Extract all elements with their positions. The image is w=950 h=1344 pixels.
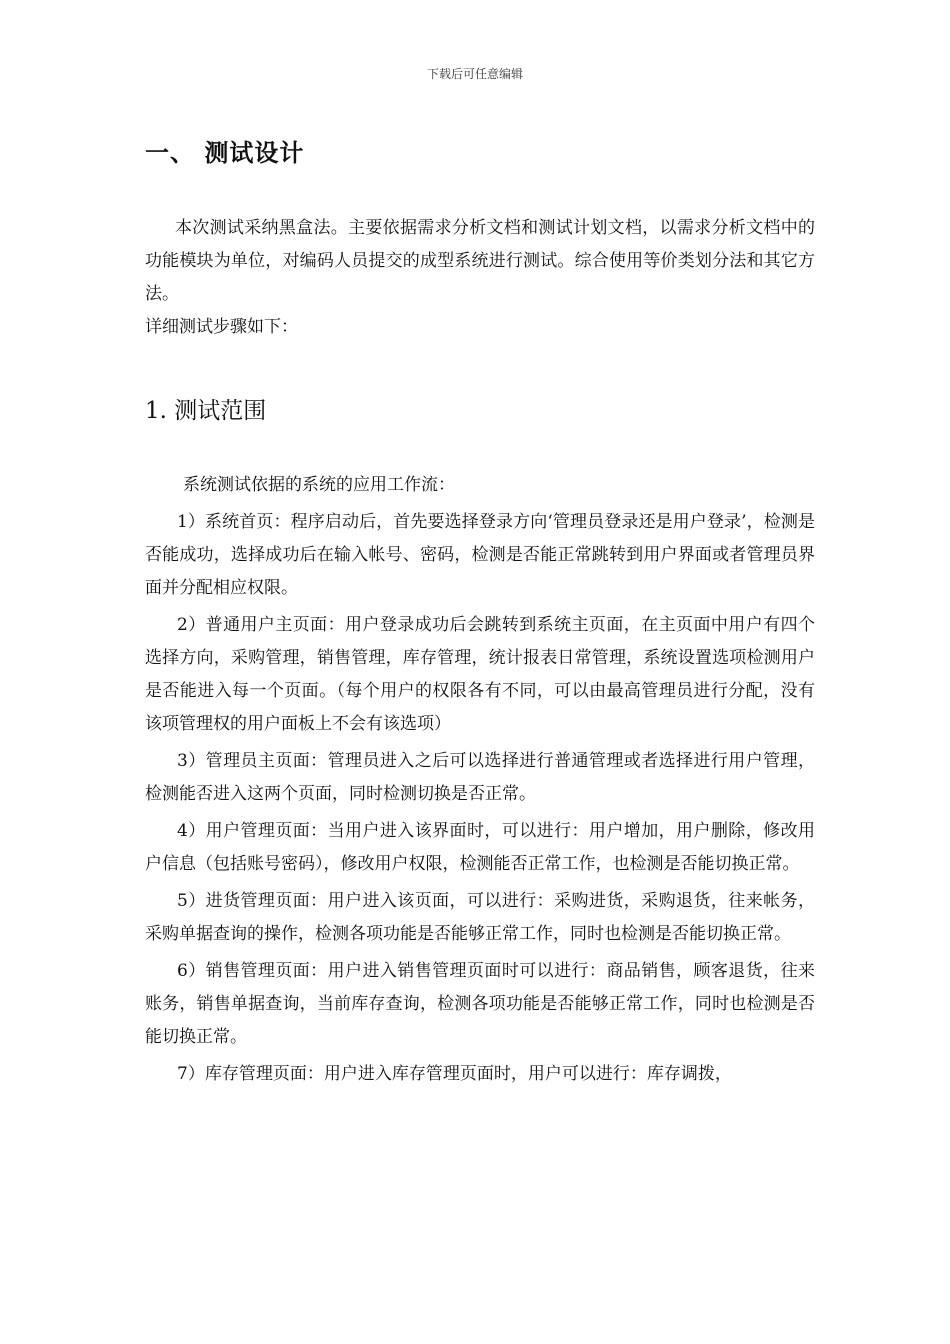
section-heading-test-scope: 1. 测试范围 <box>145 398 267 424</box>
steps-label: 详细测试步骤如下： <box>145 317 298 337</box>
section-heading-test-design: 一、 测试设计 <box>145 139 305 167</box>
scope-item-2: 2）普通用户主页面：用户登录成功后会跳转到系统主页面，在主页面中用户有四个选择方向，采购管理，销售管理，库存管理，统计报表日常管理，系统设置选项检测用户是否能进入每一个页面。（每个用户的权限各有不同，可以由最高管理员进行分配，没有该项管理权的用户面板上不会有该选项） <box>145 615 815 734</box>
scope-item-7: 7）库存管理页面：用户进入库存管理页面时，用户可以进行：库存调拨， <box>177 1064 732 1084</box>
scope-item-1: 1）系统首页：程序启动后，首先要选择登录方向‘管理员登录还是用户登录’，检测是否能成功，选择成功后在输入帐号、密码，检测是否能正常跳转到用户界面或者管理员界面并分配相应权限。 <box>145 512 815 598</box>
header-note: 下载后可任意编辑 <box>426 67 523 81</box>
intro-block <box>145 212 815 344</box>
scope-lead: 系统测试依据的系统的应用工作流： <box>183 475 455 495</box>
scope-item-6: 6）销售管理页面：用户进入销售管理页面时可以进行：商品销售，顾客退货，往来账务，销售单据查询，当前库存查询，检测各项功能是否能够正常工作，同时也检测是否能切换正常。 <box>145 961 815 1047</box>
scope-item-5: 5）进货管理页面：用户进入该页面，可以进行：采购进货，采购退货，往来帐务，采购单据查询的操作，检测各项功能是否能够正常工作，同时也检测是否能切换正常。 <box>145 891 815 944</box>
intro-paragraph: 本次测试采纳黑盒法。主要依据需求分析文档和测试计划文档，以需求分析文档中的功能模块为单位，对编码人员提交的成型系统进行测试。综合使用等价类划分法和其它方法。 <box>145 218 815 304</box>
scope-item-3: 3）管理员主页面：管理员进入之后可以选择进行普通管理或者选择进行用户管理，检测能否进入这两个页面，同时检测切换是否正常。 <box>145 751 815 804</box>
scope-item-4: 4）用户管理页面：当用户进入该界面时，可以进行：用户增加，用户删除，修改用户信息（包括账号密码），修改用户权限，检测能否正常工作，也检测是否能切换正常。 <box>145 821 815 874</box>
scope-block <box>145 469 815 1095</box>
